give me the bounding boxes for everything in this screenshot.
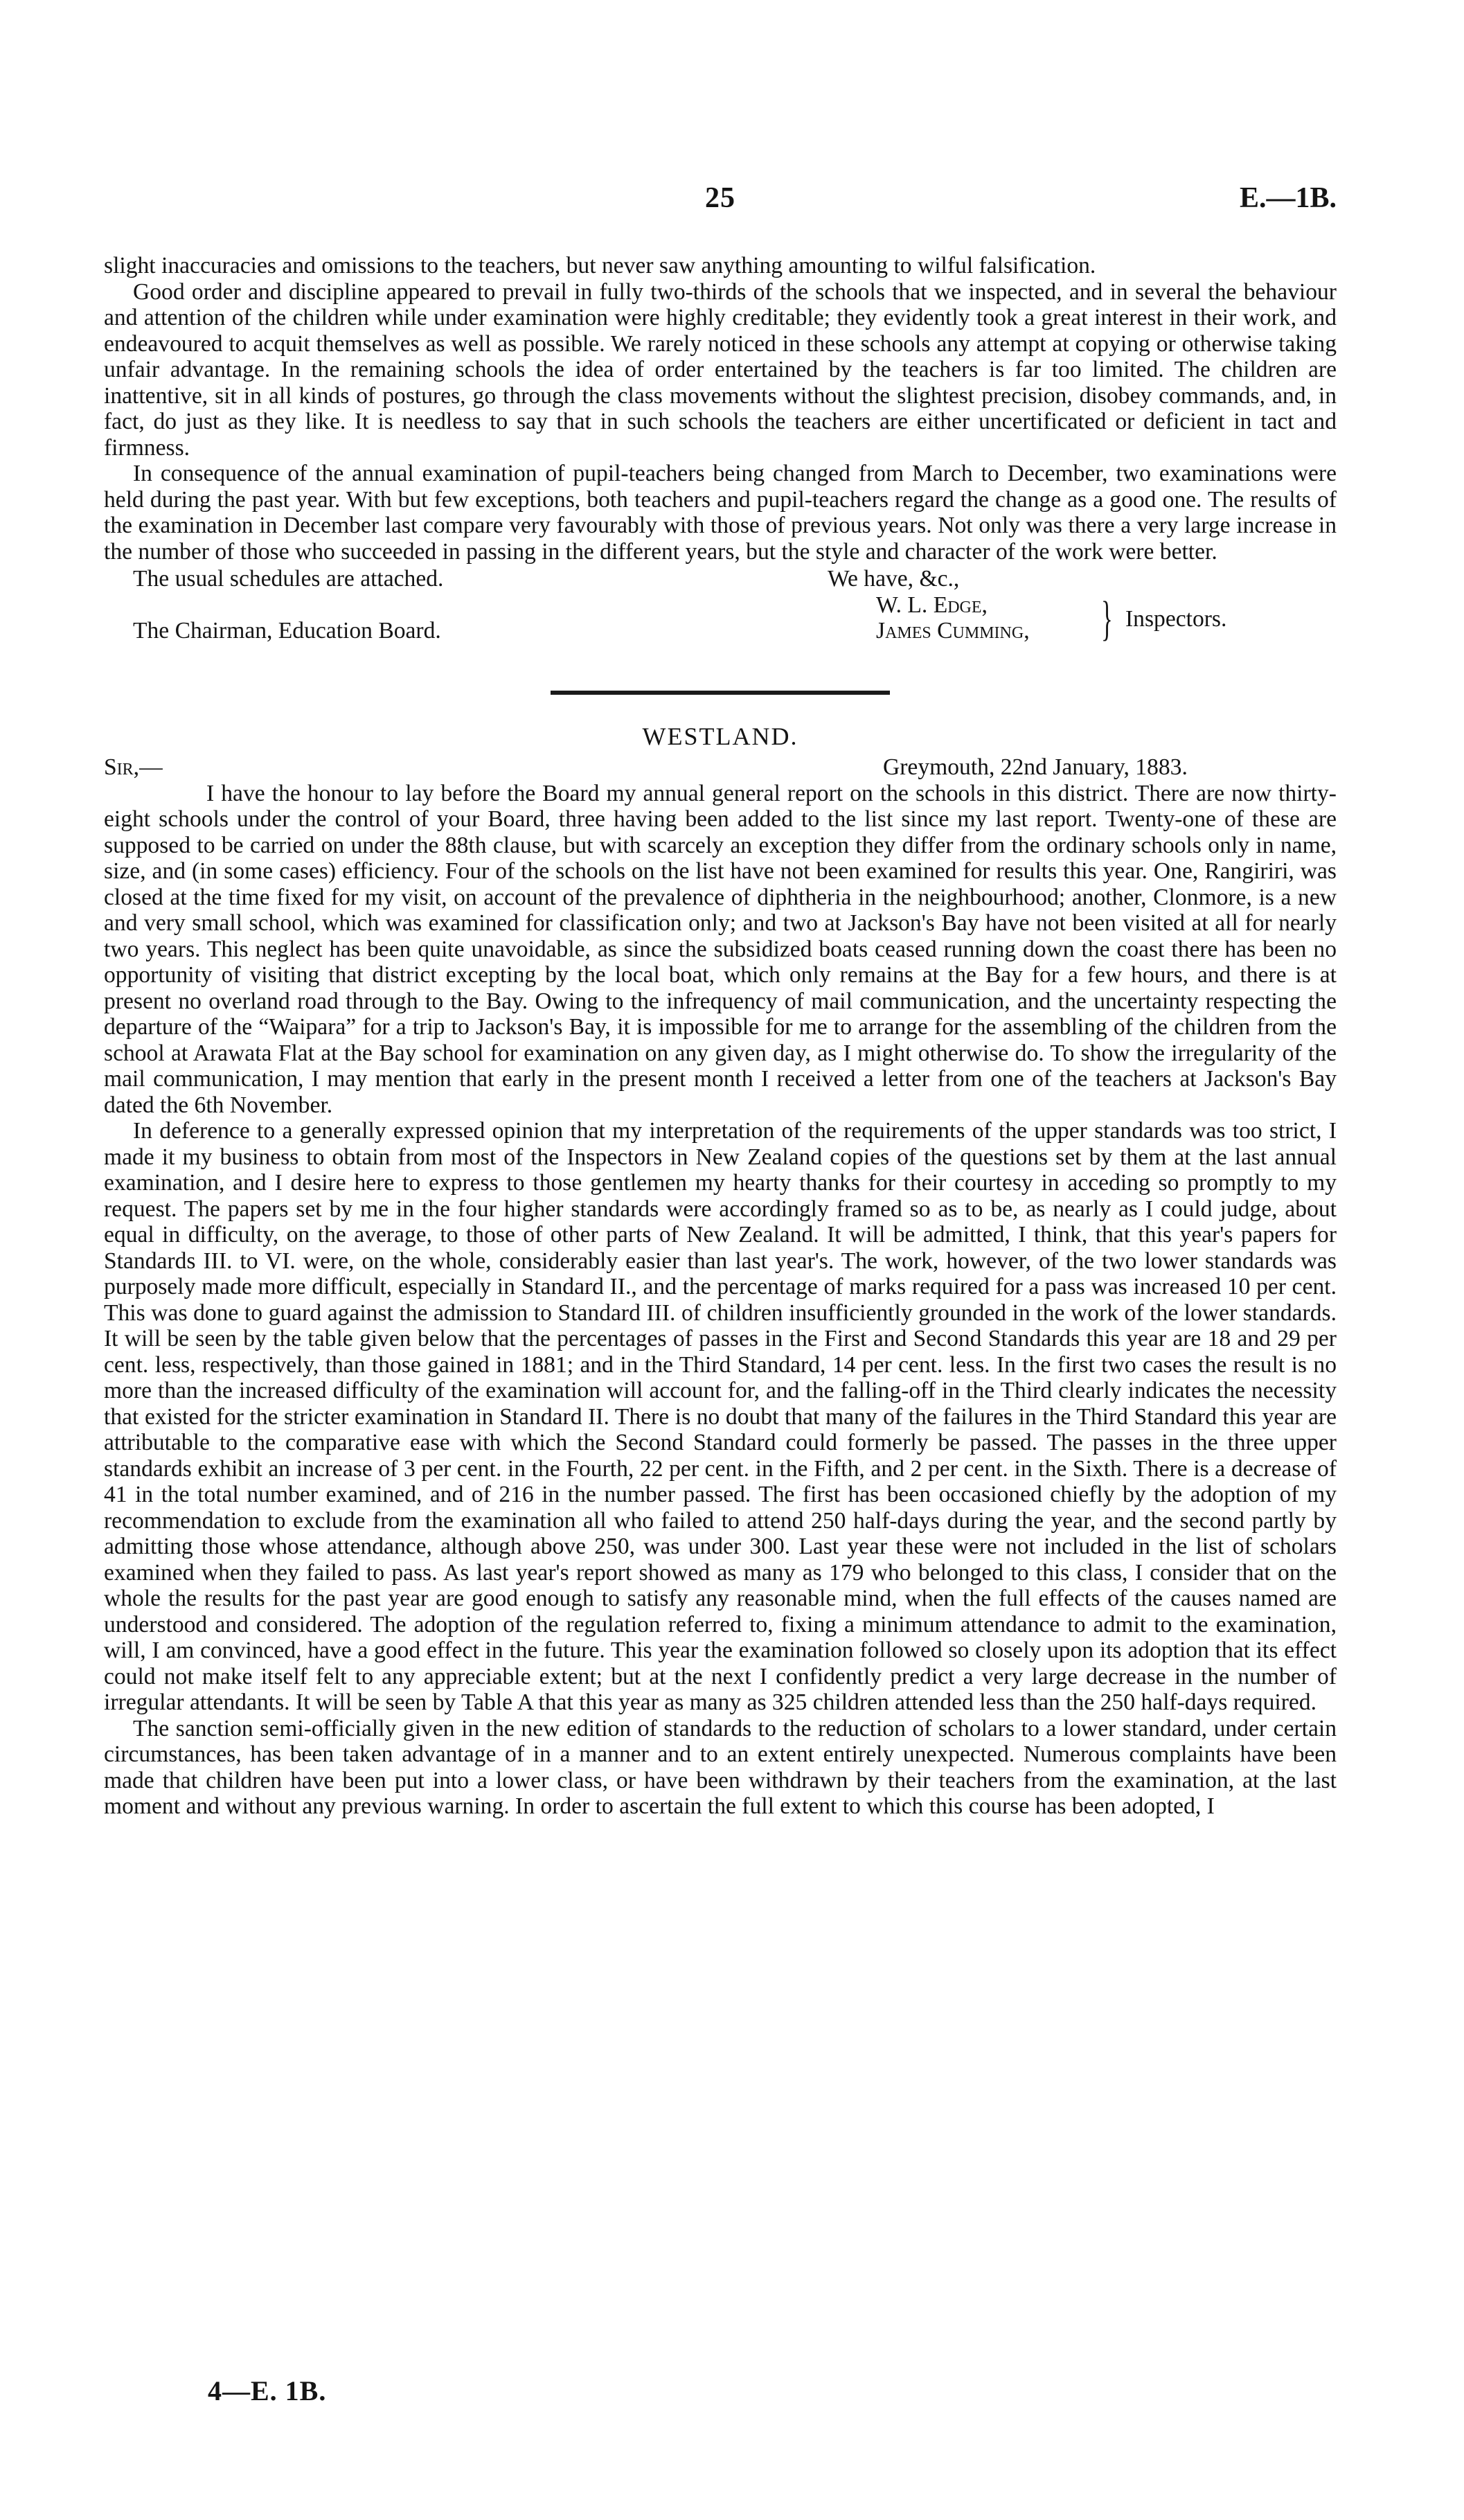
schedules-note: The usual schedules are attached. [133, 566, 444, 592]
section-divider [551, 691, 890, 695]
paragraph-pupil-teachers: In consequence of the annual examination of pupil-teachers being changed from March to December, two examinations were held during the past year. With but few exceptions, both teachers and pupil-teachers regard the change as a good one. The results of the examination in December last compare very favourably with those of previous years. Not only was there a very large increase in the number of those who succeeded in passing in the different years, but the style and character of the work were better. [104, 461, 1337, 565]
date-line: Greymouth, 22nd January, 1883. [883, 754, 1188, 780]
paragraph-order-discipline: Good order and discipline appeared to prevail in fully two-thirds of the schools that we inspected, and in several the behaviour and attention of the children while under examination were highly creditable; they evidently took a great interest in their work, and endeavoured to acquit themselves as well as possible. We rarely noticed in these schools any attempt at copying or otherwise taking unfair advantage. In the remaining schools the idea of order entertained by the teachers is far too limited. The children are inattentive, sit in all kinds of postures, go through the class movements without the slightest precision, disobey commands, and, in fact, do just as they like. It is needless to say that in such schools the teachers are either uncertificated or deficient in tact and firmness. [104, 278, 1337, 461]
page-header [104, 181, 1337, 223]
salutation: Sir,— [104, 754, 163, 780]
signer-edge: W. L. Edge, [876, 592, 988, 618]
paragraph-standards: In deference to a generally expressed opinion that my interpretation of the requirements of the upper standards was too strict, I made it my business to obtain from most of the Inspectors in New Zealand copies of the questions set by them at the last annual examination, and I desire here to express to those gentlemen my hearty thanks for their courtesy in acceding so promptly to my request. The papers set by me in the four higher standards were accordingly framed so as to be, as nearly as I could judge, about equal in difficulty, on the average, to those of other parts of New Zealand. It will be admitted, I think, that this year's papers for Standards III. to VI. were, on the whole, considerably easier than last year's. The work, however, of the two lower standards was purposely made more difficult, especially in Standard II., and the percentage of marks required for a pass was increased 10 per cent. This was done to guard against the admission to Standard III. of children insufficiently grounded in the work of the lower standards. It will be seen by the table given below that the percentages of passes in the First and Second Standards this year are 18 and 29 per cent. less, respectively, than those gained in 1881; and in the Third Standard, 14 per cent. less. In the first two cases the result is no more than the increased difficulty of the examination will account for, and the falling-off in the Third clearly indicates the necessity that existed for the stricter examination in Standard II. There is no doubt that many of the failures in the Third Standard this year are attributable to the comparative ease with which the Second Standard could formerly be passed. The passes in the three upper standards exhibit an increase of 3 per cent. in the Fourth, 22 per cent. in the Fifth, and 2 per cent. in the Sixth. There is a decrease of 41 in the total number examined, and of 216 in the number passed. The first has been occasioned chiefly by the adoption of my recommendation to exclude from the examination all who failed to attend 250 half-days during the year, and the second partly by admitting those whose attendance, although above 250, was under 300. Last year these were not included in the list of scholars examined when they failed to pass. As last year's report showed as many as 179 who belonged to this class, I consider that on the whole the results for the past year are good enough to satisfy any reasonable mind, when the full effects of the causes named are understood and considered. The adoption of the regulation referred to, fixing a minimum attendance to admit to the examination, will, I am convinced, have a good effect in the future. This year the examination followed so closely upon its adoption that its effect could not make itself felt to any appreciable extent; but at the next I confidently predict a very large decrease in the number of irregular attendants. It will be seen by Table A that this year as many as 325 children attended less than the 250 half-days required. [104, 1118, 1337, 1715]
sheet-signature: 4—E. 1B. [208, 2375, 327, 2406]
addressee-line: The Chairman, Education Board. [133, 618, 441, 644]
signer-cumming: James Cumming, [876, 618, 1030, 644]
section-title: WESTLAND. [642, 722, 798, 750]
page-body [104, 253, 1337, 1820]
page-number: 25 [705, 182, 735, 214]
we-have-line: We have, &c., [828, 566, 960, 592]
report-closing [104, 566, 1337, 657]
paragraph-schools-report: I have the honour to lay before the Board my annual general report on the schools in this district. There are now thirty-eight schools under the control of your Board, three having been added to the list since my last report. Twenty-one of these are supposed to be carried on under the 88th clause, but with scarcely an exception they differ from the ordinary schools only in name, size, and (in some cases) efficiency. Four of the schools on the list have not been examined for results this year. One, Rangiriri, was closed at the time fixed for my visit, on account of the prevalence of diphtheria in the neighbourhood; another, Clonmore, is a new and very small school, which was examined for classification only; and two at Jackson's Bay have not been visited at all for nearly two years. This neglect has been quite unavoidable, as since the subsidized boats ceased running down the coast there has been no opportunity of visiting that district excepting by the local boat, which only remains at the Bay for a few hours, and there is at present no overland road through to the Bay. Owing to the infrequency of mail communication, and the uncertainty respecting the departure of the “Waipara” for a trip to Jackson's Bay, it is impossible for me to arrange for the assembling of the children from the school at Arawata Flat at the Bay school for examination on any given day, as I might otherwise do. To show the irregularity of the mail communication, I may mention that early in the present month I received a letter from one of the teachers at Jackson's Bay dated the 6th November. [104, 780, 1337, 1118]
salutation-row [104, 754, 1337, 781]
signature-brace: } [1101, 592, 1113, 646]
document-reference: E.—1B. [1239, 182, 1337, 214]
paragraph-continuation: slight inaccuracies and omissions to the teachers, but never saw anything amounting to wilful falsification. [104, 253, 1096, 278]
inspectors-title: Inspectors. [1125, 606, 1227, 632]
paragraph-reduction: The sanction semi-officially given in the new edition of standards to the reduction of scholars to a lower standard, under certain circumstances, has been taken advantage of in a manner and to an extent entirely unexpected. Numerous complaints have been made that children have been put into a lower class, or have been withdrawn by their teachers from the examination, at the last moment and without any previous warning. In order to ascertain the full extent to which this course has been adopted, I [104, 1715, 1337, 1819]
